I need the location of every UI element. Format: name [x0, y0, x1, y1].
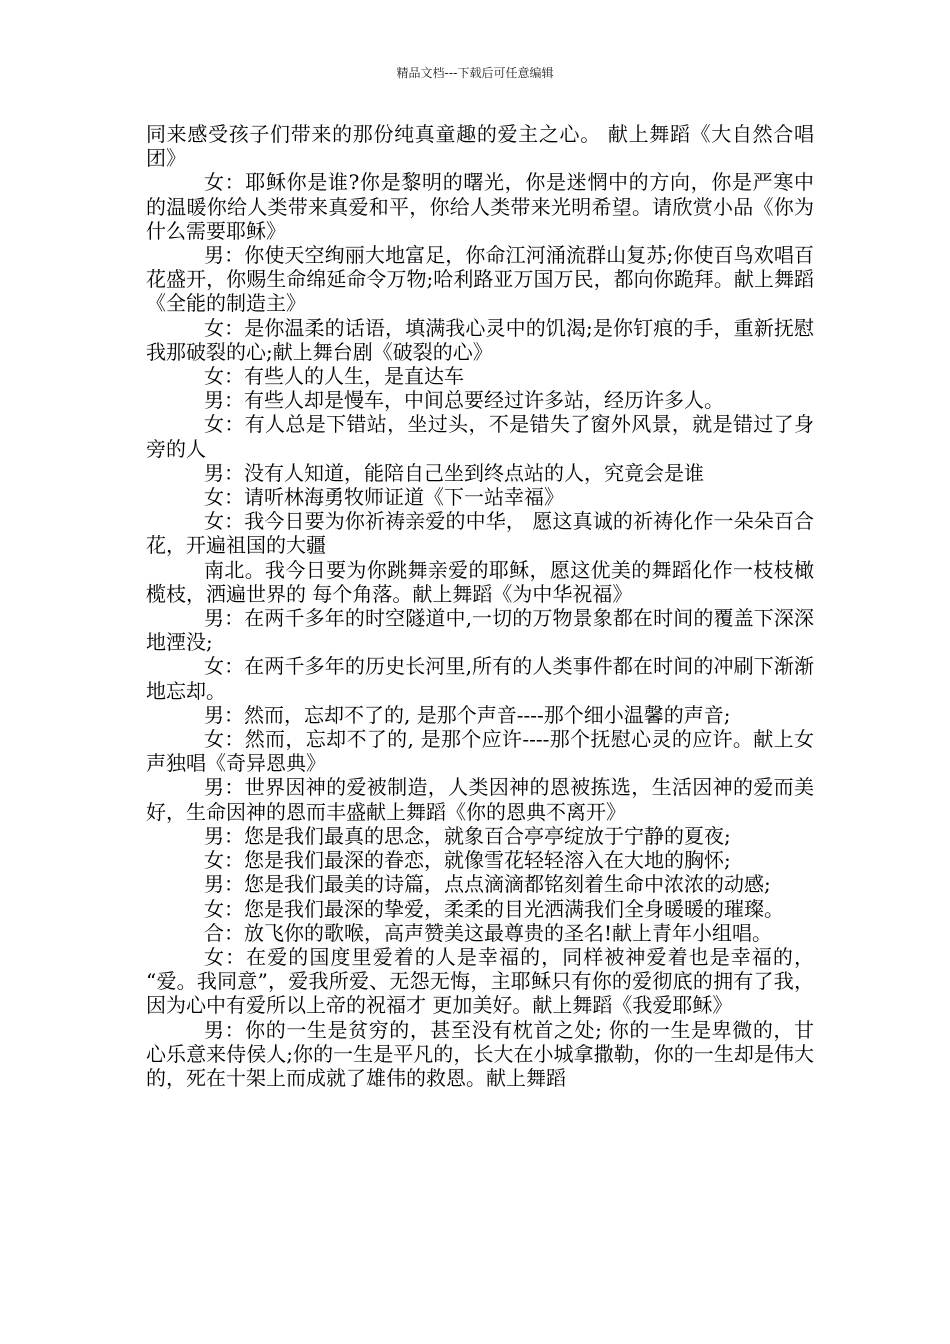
paragraph: 合：放飞你的歌喉，高声赞美这最尊贵的圣名!献上青年小组唱。: [204, 920, 773, 945]
paragraph: 女：您是我们最深的挚爱，柔柔的目光洒满我们全身暖暖的璀璨。: [204, 896, 784, 921]
paragraph: 男：世界因神的爱被制造，人类因神的恩被拣选，生活因神的爱而美好，生命因神的恩而丰盛献上舞蹈《你的恩典不离开》: [146, 775, 814, 824]
page-header: 精品文档---下载后可任意编辑: [396, 66, 554, 80]
paragraph: 同来感受孩子们带来的那份纯真童趣的爱主之心。 献上舞蹈《大自然合唱团》: [146, 122, 814, 171]
paragraph: 男：你使天空绚丽大地富足，你命江河涌流群山复苏;你使百鸟欢唱百花盛开，你赐生命绵延命令万物;哈利路亚万国万民，都向你跪拜。献上舞蹈《全能的制造主》: [146, 243, 814, 316]
paragraph: 女：有些人的人生，是直达车: [204, 364, 464, 389]
paragraph: 女：在两千多年的历史长河里,所有的人类事件都在时间的冲刷下渐渐地忘却。: [146, 654, 814, 703]
document-body: [146, 122, 814, 1090]
paragraph: 男：你的一生是贫穷的，甚至没有枕首之处; 你的一生是卑微的，甘心乐意来侍侯人;你的一生是平凡的，长大在小城拿撒勒，你的一生却是伟大的，死在十架上而成就了雄伟的救恩。献上舞蹈: [146, 1017, 814, 1090]
paragraph: 女：在爱的国度里爱着的人是幸福的，同样被神爱着也是幸福的， “爱。我同意”，爱我所爱、无怨无悔，主耶稣只有你的爱彻底的拥有了我，因为心中有爱所以上帝的祝福才 更加美好。献上舞蹈《我爱耶稣》: [146, 944, 814, 1018]
paragraph: 男：然而，忘却不了的, 是那个声音----那个细小温馨的声音;: [204, 702, 731, 727]
paragraph: 女：我今日要为你祈祷亲爱的中华， 愿这真诚的祈祷化作一朵朵百合花，开遍祖国的大疆: [146, 509, 814, 558]
paragraph: 男：您是我们最真的思念，就象百合亭亭绽放于宁静的夏夜;: [204, 823, 731, 848]
paragraph: 女：耶稣你是谁?你是黎明的曙光，你是迷惘中的方向，你是严寒中的温暖你给人类带来真爱和平，你给人类带来光明希望。请欣赏小品《你为什么需要耶稣》: [146, 170, 814, 243]
paragraph: 男：在两千多年的时空隧道中,一切的万物景象都在时间的覆盖下深深地湮没;: [146, 606, 814, 655]
paragraph: 女：然而，忘却不了的, 是那个应许----那个抚慰心灵的应许。献上女声独唱《奇异恩典》: [146, 727, 814, 776]
paragraph: 女：请听林海勇牧师证道《下一站幸福》: [204, 485, 564, 510]
paragraph: 男：您是我们最美的诗篇，点点滴滴都铭刻着生命中浓浓的动感;: [204, 872, 771, 897]
paragraph: 女：有人总是下错站，坐过头，不是错失了窗外风景，就是错过了身旁的人: [146, 412, 814, 461]
paragraph: 女：您是我们最深的眷恋，就像雪花轻轻溶入在大地的胸怀;: [204, 848, 731, 873]
paragraph: 男：有些人却是慢车，中间总要经过许多站，经历许多人。: [204, 388, 724, 413]
paragraph: 女：是你温柔的话语，填满我心灵中的饥渴;是你钉痕的手，重新抚慰我那破裂的心;献上舞台剧《破裂的心》: [146, 315, 814, 364]
paragraph: 南北。我今日要为你跳舞亲爱的耶稣，愿这优美的舞蹈化作一枝枝橄榄枝，洒遍世界的 每个角落。献上舞蹈《为中华祝福》: [146, 557, 814, 606]
paragraph: 男：没有人知道，能陪自己坐到终点站的人，究竟会是谁: [204, 460, 704, 485]
